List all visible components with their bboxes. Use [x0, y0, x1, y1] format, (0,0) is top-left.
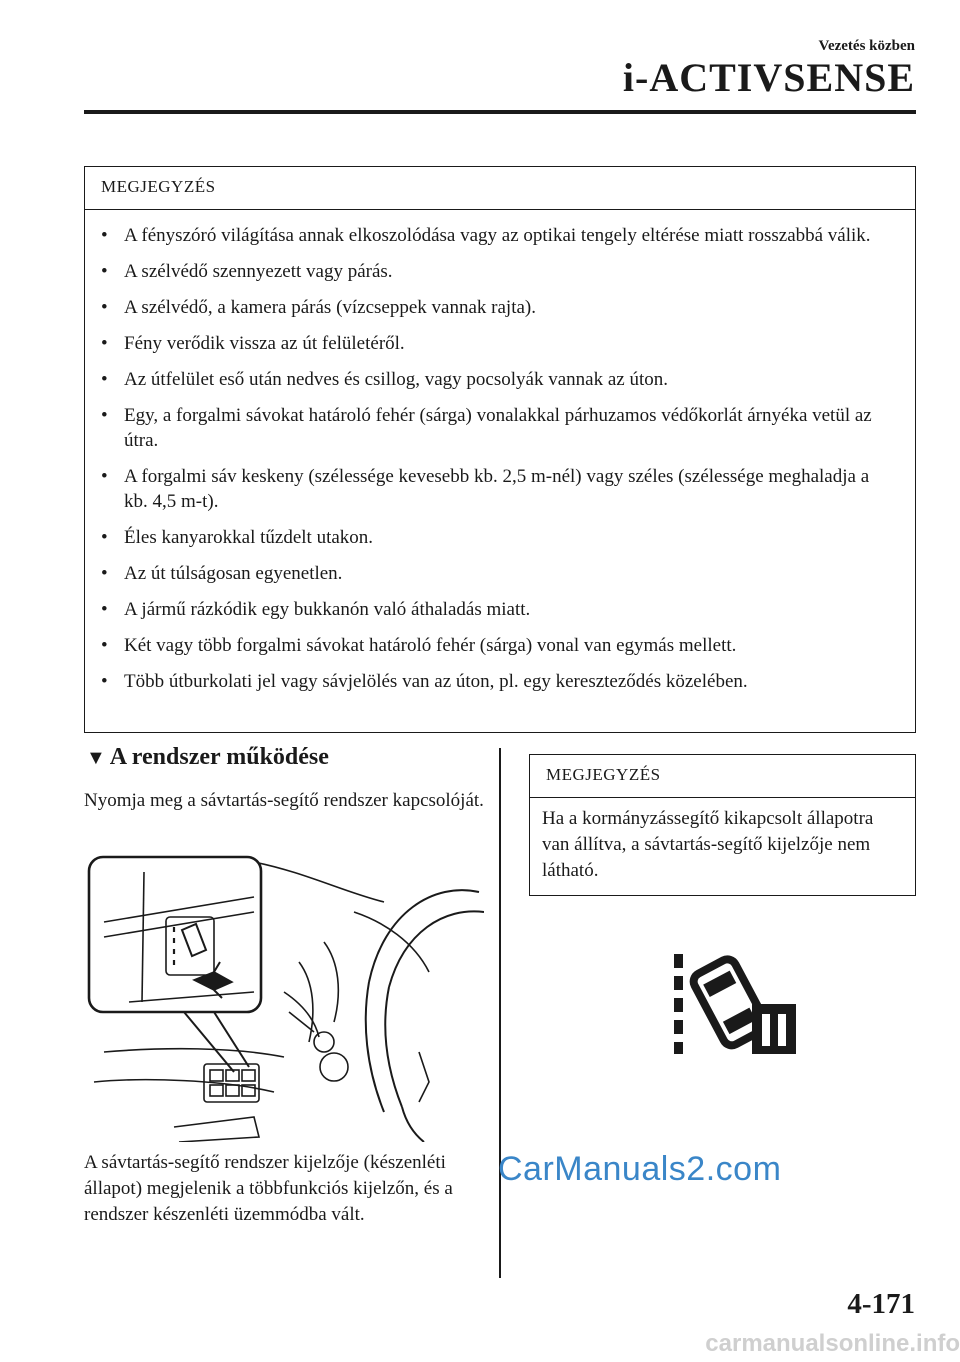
triangle-marker-icon: ▼: [86, 747, 106, 769]
note-box-steering: [529, 754, 916, 896]
bullet-icon: •: [101, 671, 108, 692]
lane-keep-assist-icon: [668, 952, 800, 1056]
bullet-icon: •: [101, 563, 108, 584]
note-heading: MEGJEGYZÉS: [85, 167, 915, 210]
dashboard-switch-illustration: [84, 852, 484, 1142]
column-divider: [499, 748, 501, 1278]
footer-watermark: carmanualsonline.info: [705, 1330, 960, 1357]
note-list-item: • Éles kanyarokkal tűzdelt utakon.: [101, 527, 374, 548]
note-list-item: • Az útfelület eső után nedves és csillog, vagy pocsolyák vannak az úton.: [101, 369, 668, 390]
note-body: Ha a kormányzássegítő kikapcsolt állapotra van állítva, a sávtartás-segítő kijelzője nem látható.: [542, 808, 874, 881]
note-heading: MEGJEGYZÉS: [530, 755, 915, 798]
bullet-icon: •: [101, 297, 108, 318]
section-heading-text: A rendszer működése: [109, 744, 329, 770]
bullet-icon: •: [101, 225, 108, 246]
watermark-logo: CarManuals2.com: [498, 1150, 782, 1188]
note-bullet-list: [85, 210, 915, 694]
note-list-item: • Az út túlságosan egyenetlen.: [101, 563, 343, 584]
note-box-conditions: [84, 166, 916, 733]
bullet-icon: •: [101, 466, 108, 487]
bullet-icon: •: [101, 261, 108, 282]
bullet-icon: •: [101, 527, 108, 548]
bullet-icon: •: [101, 369, 108, 390]
note-list-item: • A fényszóró világítása annak elkoszolódása vagy az optikai tengely eltérése miatt rosszabbá válik.: [101, 225, 871, 246]
running-header-section: Vezetés közben: [818, 38, 915, 54]
standby-paragraph: A sávtartás-segítő rendszer kijelzője (készenléti állapot) megjelenik a többfunkciós kijelzőn, és a rendszer készenléti üzemmódba vált.: [84, 1152, 453, 1225]
note-list-item: • A jármű rázkódik egy bukkanón való áthaladás miatt.: [101, 599, 531, 620]
running-header-title: i-ACTIVSENSE: [622, 55, 915, 100]
bullet-icon: •: [101, 599, 108, 620]
note-list-item: • Több útburkolati jel vagy sávjelölés van az úton, pl. egy kereszteződés közelében.: [101, 671, 748, 692]
note-list-item: • A forgalmi sáv keskeny (szélessége kevesebb kb. 2,5 m-nél) vagy széles (szélessége meghaladja a kb. 4,5 m-t).: [101, 466, 870, 512]
note-list-item: • Két vagy több forgalmi sávokat határoló fehér (sárga) vonal van egymás mellett.: [101, 635, 737, 656]
instruction-paragraph: Nyomja meg a sávtartás-segítő rendszer kapcsolóját.: [84, 790, 484, 811]
note-list-item: • A szélvédő, a kamera párás (vízcseppek vannak rajta).: [101, 297, 536, 318]
note-list-item: • A szélvédő szennyezett vagy párás.: [101, 261, 393, 282]
page-number: 4-171: [847, 1288, 915, 1320]
header-rule: [84, 110, 916, 114]
bullet-icon: •: [101, 635, 108, 656]
note-list-item: • Fény verődik vissza az út felületéről.: [101, 333, 405, 354]
section-heading: [86, 744, 329, 771]
bullet-icon: •: [101, 333, 108, 354]
bullet-icon: •: [101, 405, 108, 426]
note-list-item: • Egy, a forgalmi sávokat határoló fehér (sárga) vonalakkal párhuzamos védőkorlát árnyéka vetül az útra.: [101, 405, 872, 451]
